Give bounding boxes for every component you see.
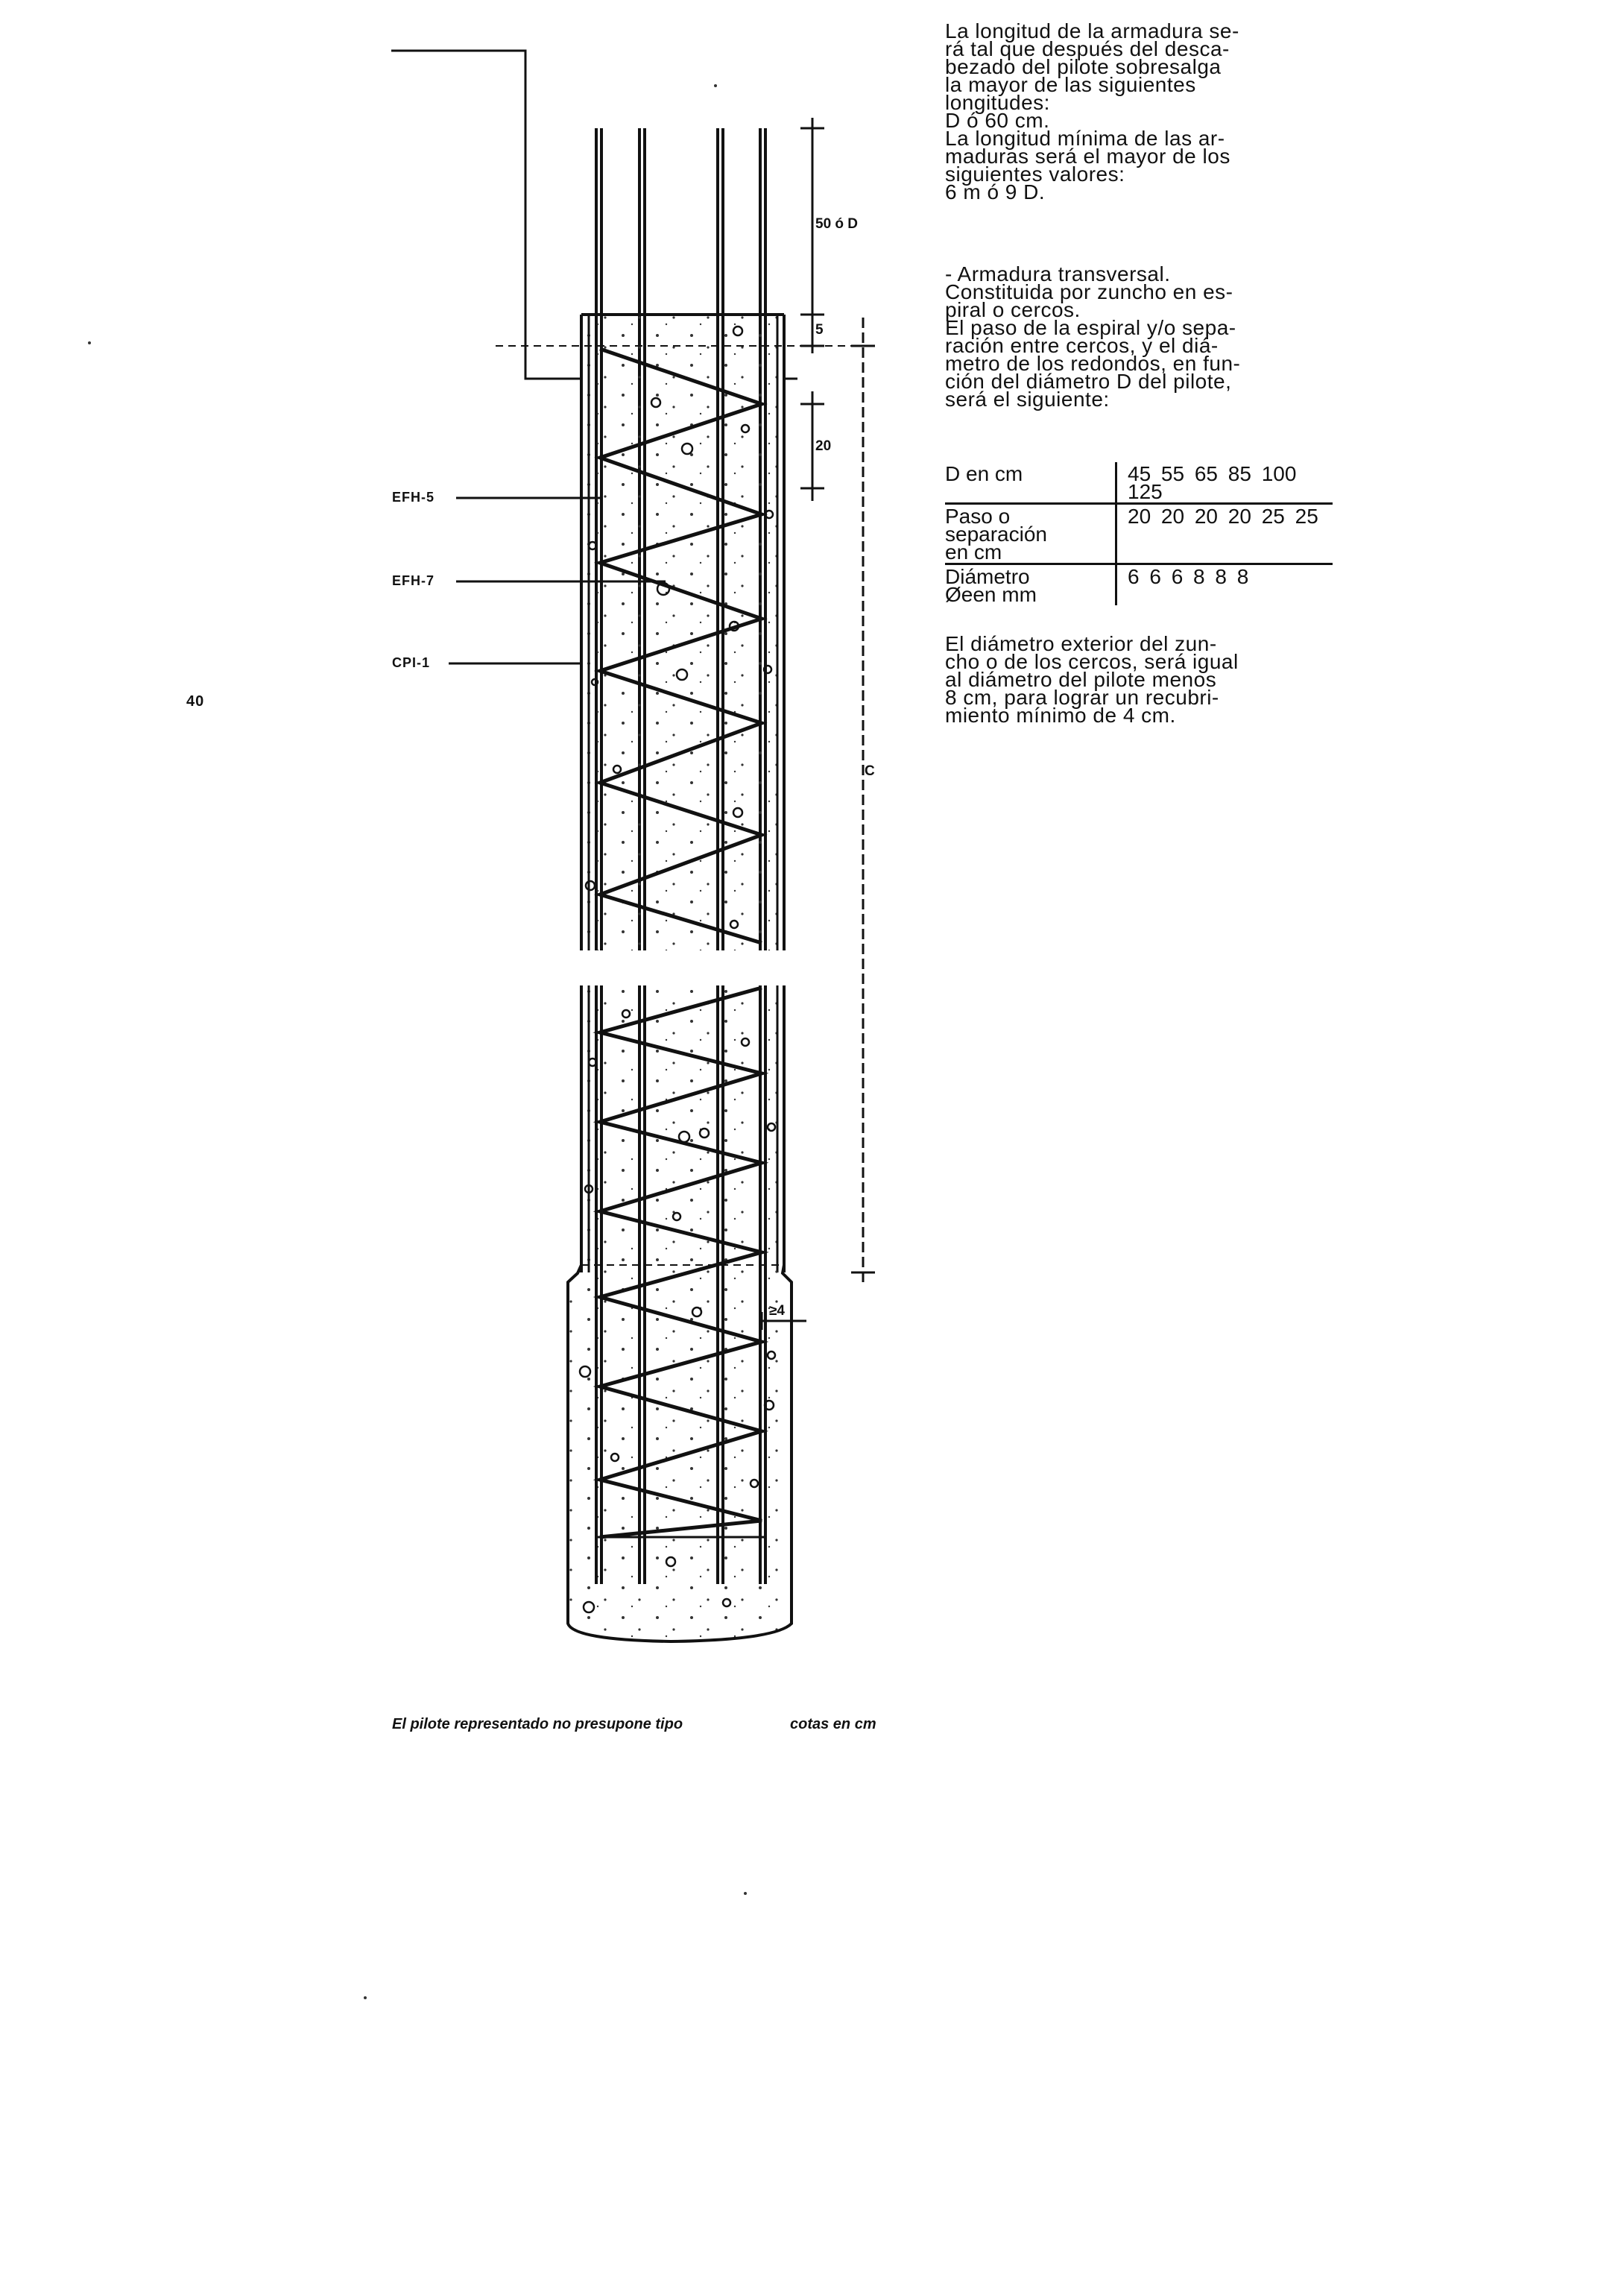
- footer-units: cotas en cm: [790, 1716, 876, 1732]
- note-transverse: - Armadura transversal. Constituida por zuncho en es- piral o cercos. El paso de la espiral y/o sepa- ración entre cercos, y el diá- metro de los redondos, en fun- ción del diámetro D del pilote, será el siguiente:: [945, 262, 1241, 411]
- dim-label-cover: 5: [815, 322, 824, 338]
- table-row: Paso o separación en cm 20 20 20 20 25 25: [945, 504, 1333, 564]
- dim-label-top: 50 ó D: [815, 216, 859, 232]
- dim-label-length: C: [865, 763, 875, 779]
- spiral-table: [945, 462, 1333, 605]
- dim-label-min-cover: ≥4: [769, 1303, 785, 1319]
- margin-mark: 40: [186, 693, 205, 710]
- table-row: Diámetro Øeen mm 6 6 6 8 8 8: [945, 564, 1333, 606]
- footer-caption: El pilote representado no presupone tipo: [392, 1716, 683, 1732]
- label-cpi1: CPI-1: [392, 655, 431, 670]
- dimension-top: [800, 118, 824, 353]
- label-efh7: EFH-7: [392, 573, 435, 588]
- note-longitudinal: La longitud de la armadura se- rá tal que después del desca- bezado del pilote sobresalga la mayor de las siguientes longitudes: D ó 60 cm. La longitud mínima de las ar- maduras será el mayor de los siguientes valores: 6 m ó 9 D.: [945, 19, 1239, 204]
- dimension-length: [851, 318, 875, 1286]
- table-row: D en cm 45 55 65 85 100 125: [945, 462, 1297, 503]
- label-efh5: EFH-5: [392, 490, 435, 505]
- pile-casing-upper: [496, 315, 857, 950]
- note-diameter: El diámetro exterior del zun- cho o de los cercos, será igual al diámetro del pilote menos 8 cm, para lograr un recubri- miento mínimo de 4 cm.: [945, 632, 1239, 727]
- top-leader-line: [391, 51, 581, 379]
- dim-label-pitch: 20: [815, 438, 832, 454]
